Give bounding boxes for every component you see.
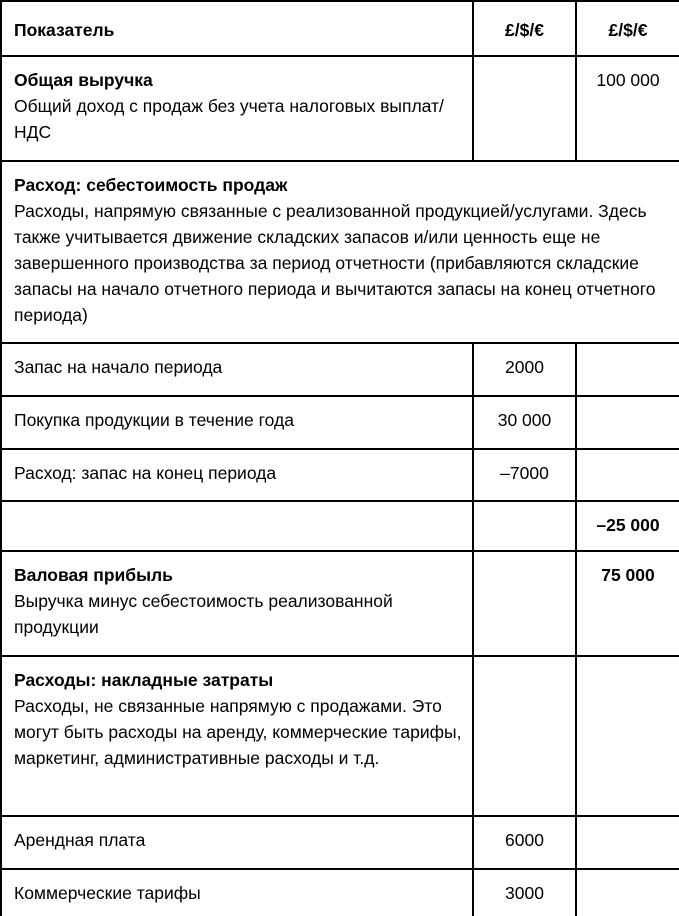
row-title: Расходы: накладные затраты [14,670,274,690]
row-description: Расходы, напрямую связанные с реализованной продукцией/услугами. Здесь также учитывается движение складских запасов и/или ценность еще не завершенного производства за период отчетности (прибавляются складские запасы на начало отчетного периода и вычитаются запасы на конец отчетного периода) [14,201,656,325]
amount-cell-1: –7000 [473,449,576,501]
header-currency-2: £/$/€ [576,1,679,56]
indicator-cell: Запас на начало периода [1,343,473,396]
amount-cell-1 [473,656,576,816]
table-row-opening-stock [1,343,679,396]
indicator-cell: Коммерческие тарифы [1,869,473,916]
row-title: Общая выручка [14,70,153,90]
amount-cell-2 [576,869,679,916]
indicator-cell: Арендная плата [1,816,473,869]
indicator-cell [1,501,473,551]
row-title: Расход: себестоимость продаж [14,175,288,195]
row-title: Валовая прибыль [14,565,173,585]
table-row-utilities [1,869,679,916]
amount-cell-1: 30 000 [473,396,576,449]
indicator-cell: Покупка продукции в течение года [1,396,473,449]
amount-cell-2 [576,343,679,396]
table-row-purchases [1,396,679,449]
amount-cell-1: 6000 [473,816,576,869]
header-indicator: Показатель [1,1,473,56]
amount-cell-2 [576,656,679,816]
table-row-gross-profit [1,551,679,656]
amount-cell-2: –25 000 [576,501,679,551]
table-row-cost-of-sales [1,161,679,343]
table-header-row [1,1,679,56]
amount-cell-2 [576,816,679,869]
indicator-cell [1,551,473,656]
amount-cell-2 [576,449,679,501]
amount-cell-2 [576,396,679,449]
table-row-total-revenue [1,56,679,161]
indicator-cell: Расход: запас на конец периода [1,449,473,501]
table-row-cost-subtotal [1,501,679,551]
header-currency-1: £/$/€ [473,1,576,56]
amount-cell-1: 3000 [473,869,576,916]
amount-cell-1: 2000 [473,343,576,396]
row-description: Расходы, не связанные напрямую с продажами. Это могут быть расходы на аренду, коммерческие тарифы, маркетинг, административные расходы и т.д. [14,696,462,768]
row-description: Выручка минус себестоимость реализованной продукции [14,591,393,637]
amount-cell-2: 100 000 [576,56,679,161]
amount-cell-2: 75 000 [576,551,679,656]
table-row-closing-stock [1,449,679,501]
indicator-cell [1,56,473,161]
table-row-rent [1,816,679,869]
amount-cell-1 [473,56,576,161]
indicator-cell-fullwidth [1,161,679,343]
row-description: Общий доход с продаж без учета налоговых выплат/НДС [14,96,444,142]
amount-cell-1 [473,501,576,551]
table-row-overheads [1,656,679,816]
amount-cell-1 [473,551,576,656]
indicator-cell [1,656,473,816]
